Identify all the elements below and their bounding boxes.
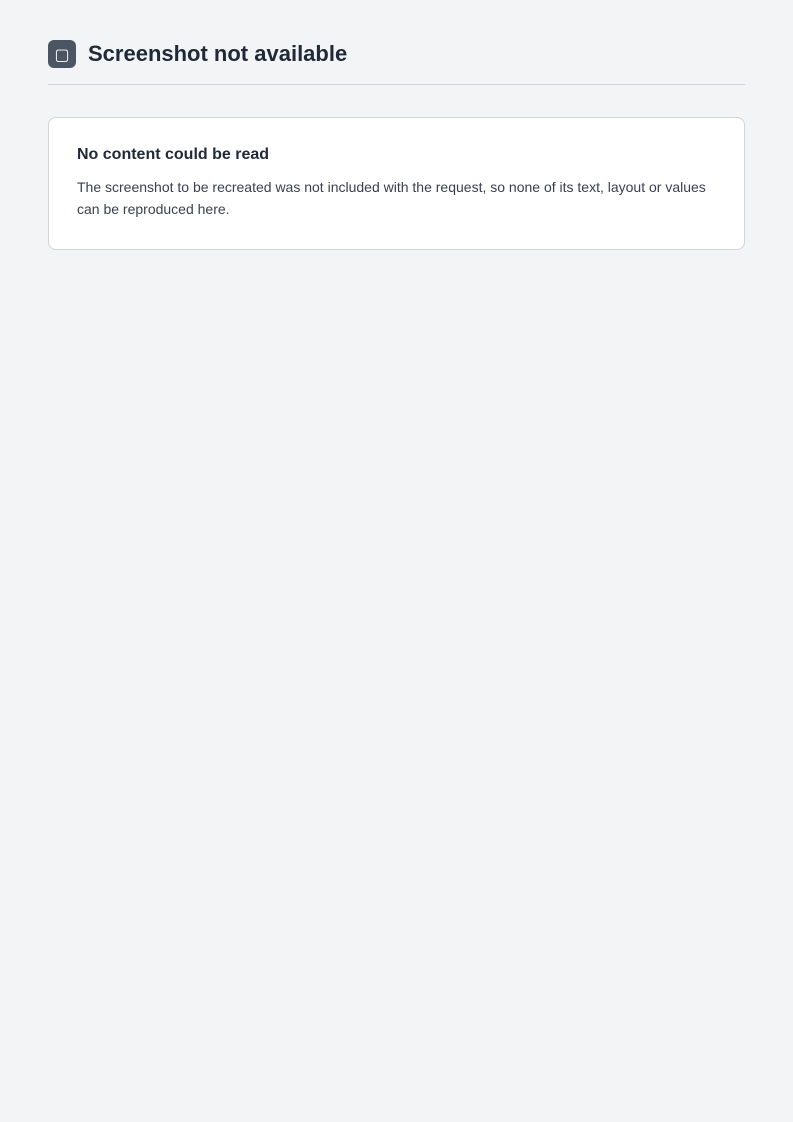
notice-message: The screenshot to be recreated was not included with the request, so none of its text, layout or values can be reproduced here. bbox=[77, 179, 706, 218]
notice-heading: No content could be read bbox=[77, 146, 270, 163]
page-header bbox=[48, 40, 745, 85]
page-title: Screenshot not available bbox=[88, 41, 348, 66]
notice-card bbox=[48, 117, 745, 250]
document-icon: ▢ bbox=[48, 40, 76, 68]
